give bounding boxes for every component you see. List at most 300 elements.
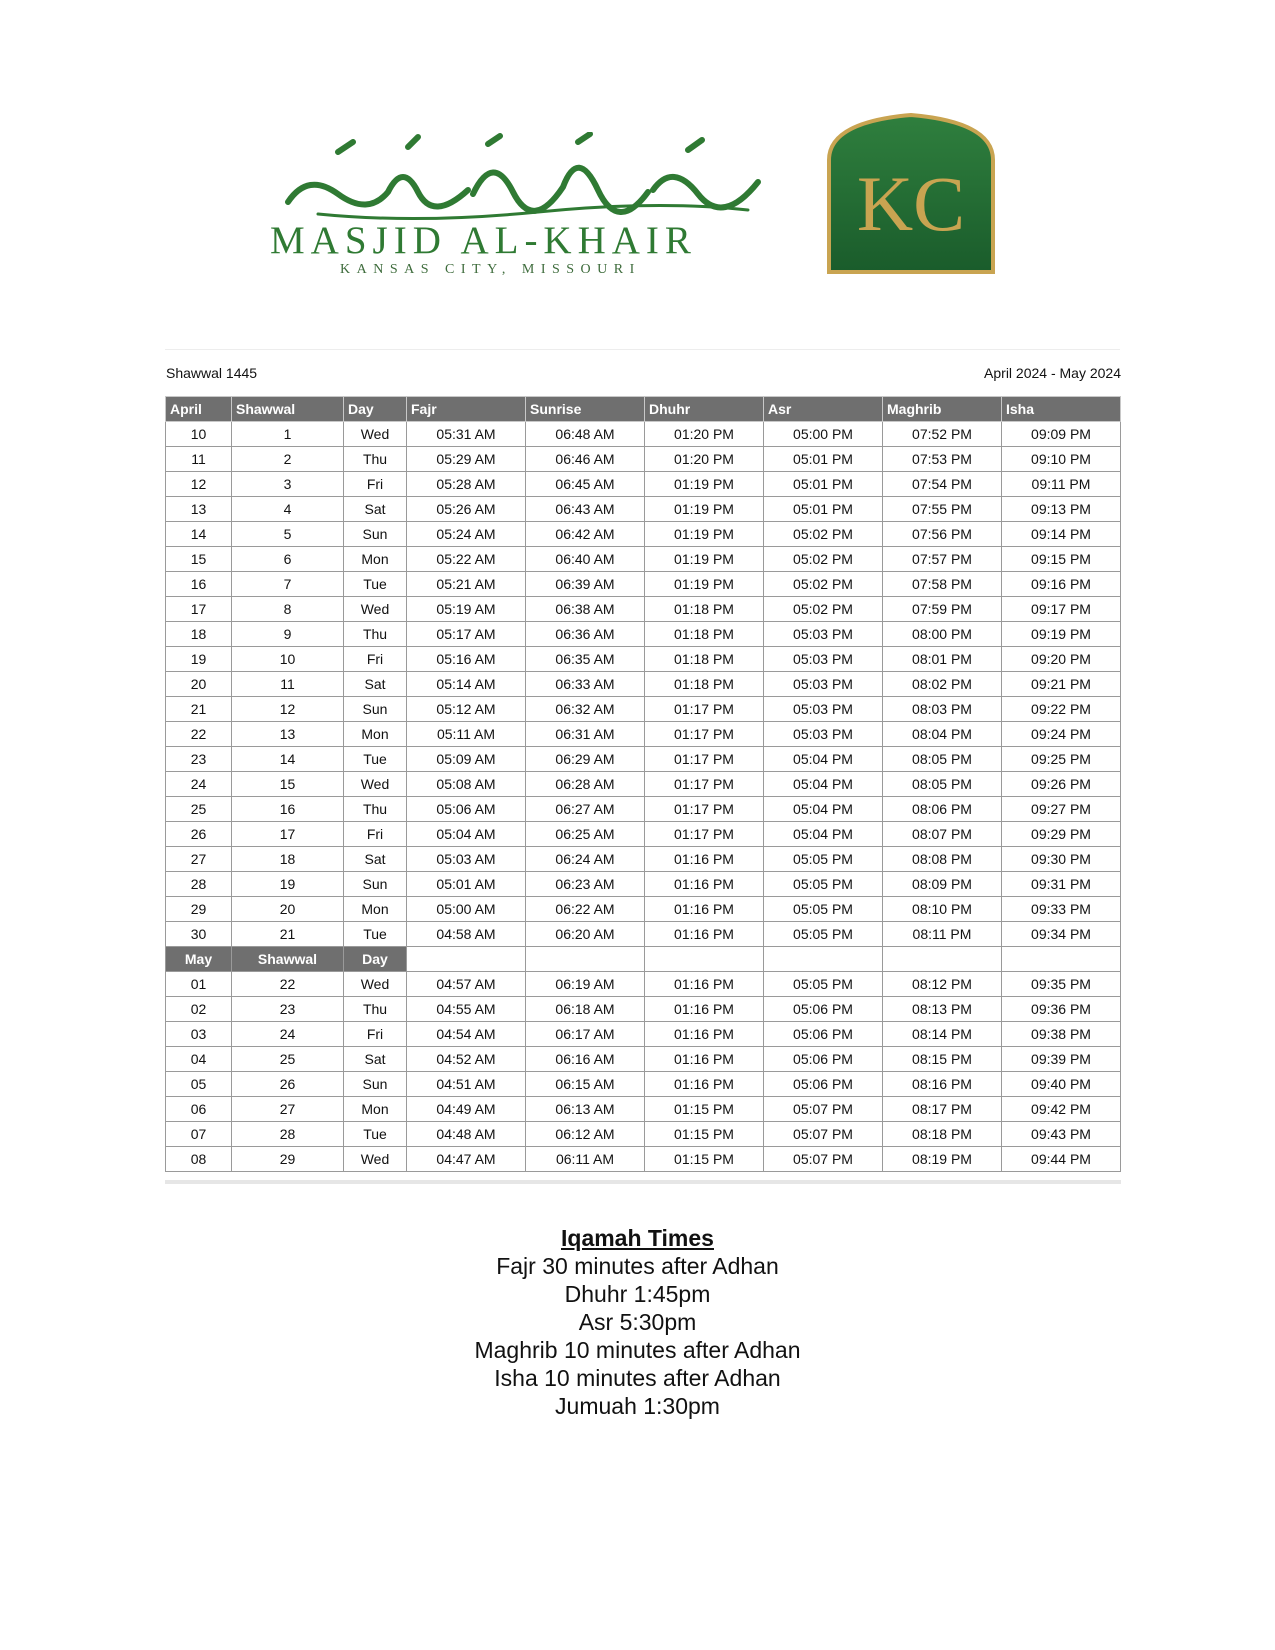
table-cell: 01:17 PM: [645, 722, 764, 747]
table-cell: 01:16 PM: [645, 1072, 764, 1097]
table-cell: 16: [232, 797, 344, 822]
iqamah-line: Isha 10 minutes after Adhan: [494, 1365, 781, 1391]
table-cell: 05:22 AM: [407, 547, 526, 572]
table-cell: 05:07 PM: [764, 1147, 883, 1172]
table-cell: 08:12 PM: [883, 972, 1002, 997]
table-cell: 04:54 AM: [407, 1022, 526, 1047]
table-cell: 09:26 PM: [1002, 772, 1121, 797]
column-header: Sunrise: [526, 397, 645, 422]
table-row: [166, 422, 1121, 447]
table-cell: 05:21 AM: [407, 572, 526, 597]
table-cell: 14: [166, 522, 232, 547]
table-cell: 30: [166, 922, 232, 947]
table-cell: 08:14 PM: [883, 1022, 1002, 1047]
table-cell: Thu: [344, 797, 407, 822]
table-cell: 18: [232, 847, 344, 872]
table-row: [166, 497, 1121, 522]
column-header: Asr: [764, 397, 883, 422]
table-cell: 06:24 AM: [526, 847, 645, 872]
table-cell: 05:17 AM: [407, 622, 526, 647]
table-cell: 05:06 AM: [407, 797, 526, 822]
table-cell: 09:42 PM: [1002, 1097, 1121, 1122]
table-cell: 08:16 PM: [883, 1072, 1002, 1097]
table-cell: 08:15 PM: [883, 1047, 1002, 1072]
table-cell: 07:55 PM: [883, 497, 1002, 522]
table-cell: 04:49 AM: [407, 1097, 526, 1122]
table-cell: 01:19 PM: [645, 572, 764, 597]
table-row: [166, 1122, 1121, 1147]
table-cell: 06:39 AM: [526, 572, 645, 597]
table-cell: 05:01 PM: [764, 497, 883, 522]
table-cell: 06:19 AM: [526, 972, 645, 997]
table-cell: Wed: [344, 1147, 407, 1172]
table-cell: 06:15 AM: [526, 1072, 645, 1097]
empty-cell: [407, 947, 526, 972]
table-cell: 06:20 AM: [526, 922, 645, 947]
table-cell: 05:04 PM: [764, 772, 883, 797]
column-header: Day: [344, 397, 407, 422]
empty-cell: [526, 947, 645, 972]
table-cell: 01: [166, 972, 232, 997]
table-cell: 08:03 PM: [883, 697, 1002, 722]
arabic-calligraphy-logo: [278, 132, 778, 222]
table-cell: 12: [232, 697, 344, 722]
table-cell: Mon: [344, 722, 407, 747]
table-row: [166, 872, 1121, 897]
table-cell: Wed: [344, 772, 407, 797]
table-cell: 7: [232, 572, 344, 597]
table-cell: Sat: [344, 1047, 407, 1072]
table-cell: 05:03 AM: [407, 847, 526, 872]
table-cell: 08: [166, 1147, 232, 1172]
table-cell: 01:16 PM: [645, 997, 764, 1022]
table-cell: 05:09 AM: [407, 747, 526, 772]
table-cell: 11: [232, 672, 344, 697]
iqamah-line: Asr 5:30pm: [578, 1309, 697, 1335]
table-cell: 08:05 PM: [883, 772, 1002, 797]
table-cell: 06:28 AM: [526, 772, 645, 797]
table-cell: 3: [232, 472, 344, 497]
table-cell: 06: [166, 1097, 232, 1122]
table-cell: 01:17 PM: [645, 822, 764, 847]
table-cell: 06:32 AM: [526, 697, 645, 722]
table-cell: 05:03 PM: [764, 697, 883, 722]
table-cell: 01:18 PM: [645, 672, 764, 697]
table-cell: 05:03 PM: [764, 622, 883, 647]
table-cell: 01:16 PM: [645, 1022, 764, 1047]
table-cell: Tue: [344, 747, 407, 772]
table-cell: 09:31 PM: [1002, 872, 1121, 897]
table-cell: 07:59 PM: [883, 597, 1002, 622]
table-cell: 08:13 PM: [883, 997, 1002, 1022]
table-cell: 19: [232, 872, 344, 897]
table-cell: 05:29 AM: [407, 447, 526, 472]
table-cell: 05:11 AM: [407, 722, 526, 747]
table-cell: 09:38 PM: [1002, 1022, 1121, 1047]
table-cell: 09:27 PM: [1002, 797, 1121, 822]
table-cell: 06:36 AM: [526, 622, 645, 647]
table-cell: 29: [166, 897, 232, 922]
table-cell: Fri: [344, 1022, 407, 1047]
table-cell: 17: [232, 822, 344, 847]
table-cell: 05:04 PM: [764, 747, 883, 772]
table-cell: 09:20 PM: [1002, 647, 1121, 672]
table-cell: 01:18 PM: [645, 647, 764, 672]
table-cell: Sun: [344, 872, 407, 897]
table-cell: 08:08 PM: [883, 847, 1002, 872]
table-cell: Mon: [344, 897, 407, 922]
table-cell: 10: [232, 647, 344, 672]
table-cell: 23: [232, 997, 344, 1022]
table-cell: 06:31 AM: [526, 722, 645, 747]
table-cell: 1: [232, 422, 344, 447]
empty-cell: [883, 947, 1002, 972]
table-cell: 22: [232, 972, 344, 997]
table-row: [166, 697, 1121, 722]
table-cell: 15: [166, 547, 232, 572]
table-cell: 05:05 PM: [764, 922, 883, 947]
table-cell: 06:11 AM: [526, 1147, 645, 1172]
table-cell: 05:05 PM: [764, 972, 883, 997]
table-cell: Mon: [344, 1097, 407, 1122]
table-cell: 05:04 PM: [764, 797, 883, 822]
table-cell: 06:16 AM: [526, 1047, 645, 1072]
table-cell: 09:09 PM: [1002, 422, 1121, 447]
table-cell: 09:36 PM: [1002, 997, 1121, 1022]
table-cell: 05:06 PM: [764, 997, 883, 1022]
table-cell: 09:16 PM: [1002, 572, 1121, 597]
column-header: Dhuhr: [645, 397, 764, 422]
table-cell: 09:34 PM: [1002, 922, 1121, 947]
table-row: [166, 1097, 1121, 1122]
table-cell: 06:42 AM: [526, 522, 645, 547]
table-cell: 12: [166, 472, 232, 497]
table-cell: 05:03 PM: [764, 672, 883, 697]
table-cell: 18: [166, 622, 232, 647]
prayer-times-table: [165, 396, 1121, 1172]
table-row: [166, 1047, 1121, 1072]
table-cell: 06:38 AM: [526, 597, 645, 622]
table-cell: 9: [232, 622, 344, 647]
table-cell: 08:18 PM: [883, 1122, 1002, 1147]
table-cell: Tue: [344, 1122, 407, 1147]
table-cell: 04:55 AM: [407, 997, 526, 1022]
table-cell: 08:11 PM: [883, 922, 1002, 947]
table-cell: 20: [232, 897, 344, 922]
table-cell: 01:17 PM: [645, 697, 764, 722]
table-cell: 07:56 PM: [883, 522, 1002, 547]
table-cell: 23: [166, 747, 232, 772]
table-cell: 09:39 PM: [1002, 1047, 1121, 1072]
table-cell: 03: [166, 1022, 232, 1047]
table-cell: 06:12 AM: [526, 1122, 645, 1147]
table-cell: 05:08 AM: [407, 772, 526, 797]
table-cell: 06:22 AM: [526, 897, 645, 922]
table-row: [166, 572, 1121, 597]
table-cell: 08:19 PM: [883, 1147, 1002, 1172]
table-cell: 26: [232, 1072, 344, 1097]
table-cell: 13: [166, 497, 232, 522]
table-row: [166, 447, 1121, 472]
table-cell: Sat: [344, 672, 407, 697]
table-cell: Wed: [344, 422, 407, 447]
table-row: [166, 922, 1121, 947]
table-cell: 01:17 PM: [645, 772, 764, 797]
table-cell: 09:10 PM: [1002, 447, 1121, 472]
table-cell: 08:00 PM: [883, 622, 1002, 647]
table-cell: Fri: [344, 472, 407, 497]
table-cell: 05:01 PM: [764, 472, 883, 497]
table-row: [166, 797, 1121, 822]
table-row: [166, 672, 1121, 697]
table-cell: 06:13 AM: [526, 1097, 645, 1122]
table-cell: 05:24 AM: [407, 522, 526, 547]
table-cell: 08:02 PM: [883, 672, 1002, 697]
table-cell: 07:53 PM: [883, 447, 1002, 472]
table-cell: 10: [166, 422, 232, 447]
table-cell: 01:19 PM: [645, 497, 764, 522]
iqamah-line: Fajr 30 minutes after Adhan: [496, 1253, 779, 1279]
table-cell: 09:22 PM: [1002, 697, 1121, 722]
iqamah-line: Dhuhr 1:45pm: [564, 1281, 711, 1307]
table-cell: Tue: [344, 922, 407, 947]
table-cell: 06:29 AM: [526, 747, 645, 772]
table-cell: 25: [232, 1047, 344, 1072]
table-cell: 09:17 PM: [1002, 597, 1121, 622]
table-cell: 09:29 PM: [1002, 822, 1121, 847]
masjid-name: MASJID AL-KHAIR: [270, 219, 697, 262]
table-cell: 08:06 PM: [883, 797, 1002, 822]
table-cell: 05:06 PM: [764, 1047, 883, 1072]
table-cell: 07:54 PM: [883, 472, 1002, 497]
table-cell: 06:46 AM: [526, 447, 645, 472]
table-cell: 24: [166, 772, 232, 797]
table-cell: 07:52 PM: [883, 422, 1002, 447]
table-cell: 01:19 PM: [645, 522, 764, 547]
table-cell: 05:01 AM: [407, 872, 526, 897]
column-header: Isha: [1002, 397, 1121, 422]
masjid-logo: [270, 112, 1000, 282]
table-cell: 22: [166, 722, 232, 747]
table-row: [166, 722, 1121, 747]
column-header: April: [166, 397, 232, 422]
may-subheader-row: [166, 947, 1121, 972]
table-cell: Thu: [344, 997, 407, 1022]
table-cell: 04:47 AM: [407, 1147, 526, 1172]
hijri-month-label: Shawwal 1445: [166, 365, 258, 381]
table-row: [166, 597, 1121, 622]
table-row: [166, 972, 1121, 997]
column-header: Shawwal: [232, 397, 344, 422]
svg-text:KC: KC: [856, 160, 966, 247]
table-cell: 05:03 PM: [764, 722, 883, 747]
table-cell: 09:15 PM: [1002, 547, 1121, 572]
table-cell: Wed: [344, 972, 407, 997]
table-cell: 09:13 PM: [1002, 497, 1121, 522]
table-cell: 29: [232, 1147, 344, 1172]
date-range-label: April 2024 - May 2024: [984, 365, 1121, 381]
table-cell: 09:40 PM: [1002, 1072, 1121, 1097]
table-cell: 05:06 PM: [764, 1022, 883, 1047]
table-cell: 04:52 AM: [407, 1047, 526, 1072]
table-cell: 04: [166, 1047, 232, 1072]
table-cell: 06:18 AM: [526, 997, 645, 1022]
table-cell: 08:04 PM: [883, 722, 1002, 747]
empty-cell: [1002, 947, 1121, 972]
table-cell: 09:43 PM: [1002, 1122, 1121, 1147]
masjid-city: KANSAS CITY, MISSOURI: [340, 262, 641, 277]
table-cell: 09:44 PM: [1002, 1147, 1121, 1172]
table-cell: 02: [166, 997, 232, 1022]
table-row: [166, 647, 1121, 672]
table-cell: 07: [166, 1122, 232, 1147]
table-cell: 06:27 AM: [526, 797, 645, 822]
table-cell: 08:01 PM: [883, 647, 1002, 672]
table-cell: 05: [166, 1072, 232, 1097]
table-cell: 08:10 PM: [883, 897, 1002, 922]
table-cell: 05:28 AM: [407, 472, 526, 497]
table-cell: 25: [166, 797, 232, 822]
table-cell: 05:05 PM: [764, 847, 883, 872]
table-cell: 01:17 PM: [645, 747, 764, 772]
table-row: [166, 1022, 1121, 1047]
table-cell: 28: [166, 872, 232, 897]
table-cell: 21: [166, 697, 232, 722]
sheet-footer-bar: [165, 1180, 1121, 1184]
table-row: [166, 772, 1121, 797]
table-cell: 28: [232, 1122, 344, 1147]
table-cell: 07:57 PM: [883, 547, 1002, 572]
table-cell: 01:19 PM: [645, 547, 764, 572]
table-cell: 4: [232, 497, 344, 522]
table-cell: 05:12 AM: [407, 697, 526, 722]
table-cell: 20: [166, 672, 232, 697]
table-cell: 01:16 PM: [645, 872, 764, 897]
iqamah-line: Jumuah 1:30pm: [555, 1393, 720, 1419]
table-cell: 01:20 PM: [645, 422, 764, 447]
table-cell: 11: [166, 447, 232, 472]
table-cell: Wed: [344, 597, 407, 622]
table-row: [166, 997, 1121, 1022]
table-cell: Mon: [344, 547, 407, 572]
iqamah-title: Iqamah Times: [561, 1225, 714, 1251]
table-cell: 01:20 PM: [645, 447, 764, 472]
table-header-row: [166, 397, 1121, 422]
table-row: [166, 522, 1121, 547]
table-cell: 06:17 AM: [526, 1022, 645, 1047]
table-row: [166, 472, 1121, 497]
logo-wordmark: [270, 112, 790, 282]
table-cell: 01:16 PM: [645, 972, 764, 997]
table-cell: 05:19 AM: [407, 597, 526, 622]
table-cell: 01:15 PM: [645, 1147, 764, 1172]
table-cell: 01:16 PM: [645, 847, 764, 872]
table-cell: 05:02 PM: [764, 572, 883, 597]
table-cell: 01:19 PM: [645, 472, 764, 497]
table-cell: 27: [232, 1097, 344, 1122]
table-cell: 26: [166, 822, 232, 847]
table-cell: Fri: [344, 822, 407, 847]
table-cell: 05:02 PM: [764, 547, 883, 572]
empty-cell: [645, 947, 764, 972]
table-row: [166, 847, 1121, 872]
sheet-divider: [165, 349, 1120, 350]
kc-badge-logo: [825, 112, 997, 276]
table-cell: Sat: [344, 847, 407, 872]
table-cell: 09:24 PM: [1002, 722, 1121, 747]
table-cell: 04:58 AM: [407, 922, 526, 947]
table-cell: 05:03 PM: [764, 647, 883, 672]
table-cell: 08:17 PM: [883, 1097, 1002, 1122]
table-row: [166, 897, 1121, 922]
table-cell: 07:58 PM: [883, 572, 1002, 597]
table-cell: 24: [232, 1022, 344, 1047]
table-cell: 06:43 AM: [526, 497, 645, 522]
table-cell: 09:33 PM: [1002, 897, 1121, 922]
table-cell: 05:05 PM: [764, 872, 883, 897]
table-cell: 09:14 PM: [1002, 522, 1121, 547]
table-cell: 6: [232, 547, 344, 572]
column-header: Maghrib: [883, 397, 1002, 422]
table-cell: 05:07 PM: [764, 1097, 883, 1122]
table-cell: 01:15 PM: [645, 1097, 764, 1122]
table-cell: 08:05 PM: [883, 747, 1002, 772]
table-cell: 01:18 PM: [645, 597, 764, 622]
table-cell: 21: [232, 922, 344, 947]
table-cell: 05:01 PM: [764, 447, 883, 472]
table-row: [166, 1072, 1121, 1097]
table-cell: 05:16 AM: [407, 647, 526, 672]
table-cell: Thu: [344, 447, 407, 472]
table-cell: 05:26 AM: [407, 497, 526, 522]
table-row: [166, 547, 1121, 572]
subheader-cell: May: [166, 947, 232, 972]
table-cell: 17: [166, 597, 232, 622]
table-cell: 05:00 AM: [407, 897, 526, 922]
table-cell: 01:17 PM: [645, 797, 764, 822]
table-cell: 05:00 PM: [764, 422, 883, 447]
table-cell: 06:33 AM: [526, 672, 645, 697]
table-cell: 14: [232, 747, 344, 772]
table-cell: 05:02 PM: [764, 522, 883, 547]
table-cell: Sun: [344, 522, 407, 547]
table-cell: 27: [166, 847, 232, 872]
iqamah-line: Maghrib 10 minutes after Adhan: [474, 1337, 801, 1363]
table-row: [166, 622, 1121, 647]
table-cell: Thu: [344, 622, 407, 647]
table-cell: 05:02 PM: [764, 597, 883, 622]
table-cell: 16: [166, 572, 232, 597]
table-cell: 08:09 PM: [883, 872, 1002, 897]
table-cell: 05:05 PM: [764, 897, 883, 922]
table-cell: Sat: [344, 497, 407, 522]
table-cell: Sun: [344, 697, 407, 722]
table-cell: 09:30 PM: [1002, 847, 1121, 872]
table-cell: 06:35 AM: [526, 647, 645, 672]
table-cell: 05:06 PM: [764, 1072, 883, 1097]
table-cell: 09:21 PM: [1002, 672, 1121, 697]
subheader-cell: Day: [344, 947, 407, 972]
table-cell: Fri: [344, 647, 407, 672]
table-cell: 06:25 AM: [526, 822, 645, 847]
table-cell: 09:25 PM: [1002, 747, 1121, 772]
table-cell: 5: [232, 522, 344, 547]
table-cell: 04:48 AM: [407, 1122, 526, 1147]
table-cell: 05:04 AM: [407, 822, 526, 847]
table-cell: 01:18 PM: [645, 622, 764, 647]
table-cell: Sun: [344, 1072, 407, 1097]
table-cell: 04:51 AM: [407, 1072, 526, 1097]
